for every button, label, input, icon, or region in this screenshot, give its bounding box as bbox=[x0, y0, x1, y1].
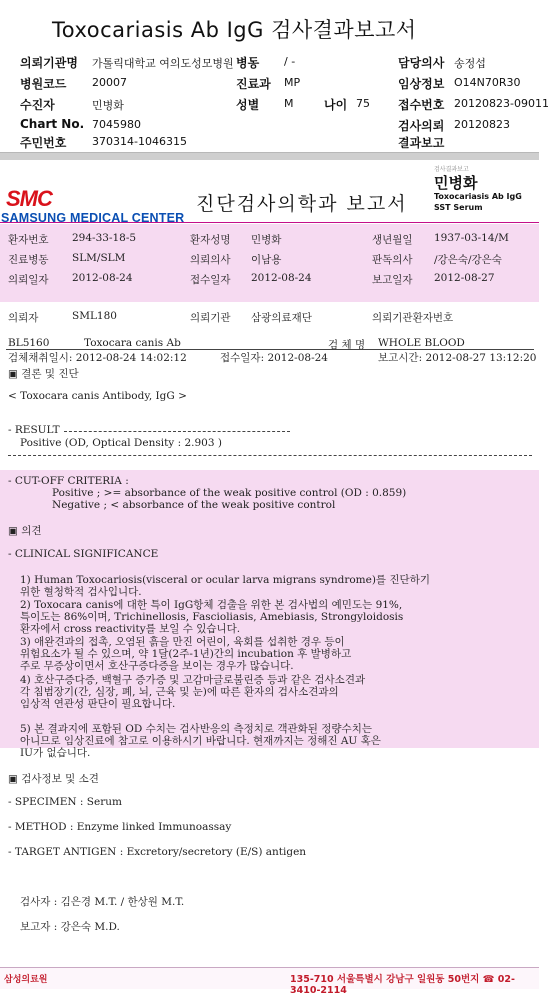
label-clinical-info: 임상정보 bbox=[398, 77, 445, 91]
value-receipt-no: 20120823-09011 bbox=[454, 97, 549, 110]
org-label: 의뢰기관 bbox=[190, 312, 231, 324]
section-opinion: ▣ 의견 bbox=[8, 525, 42, 537]
section-result: ▣ 결론 및 진단 bbox=[8, 368, 79, 380]
smc-logo bbox=[6, 186, 52, 212]
footer-address: 135-710 서울특별시 강남구 일원동 50번지 ☎ 02-3410-2114 bbox=[290, 974, 515, 996]
label-result-report: 결과보고 bbox=[398, 136, 445, 150]
result-dash-top bbox=[64, 431, 290, 432]
dob: 1937-03-14/M bbox=[434, 232, 509, 244]
patient-name-label: 환자성명 bbox=[190, 234, 231, 246]
sticker-top: 검사결과보고 bbox=[434, 166, 469, 173]
result-dash-bottom bbox=[8, 455, 532, 456]
cutoff-title: - CUT-OFF CRITERIA : bbox=[8, 475, 129, 487]
label-hospital-code: 병원코드 bbox=[20, 77, 67, 91]
magenta-rule bbox=[0, 222, 539, 223]
report-date-label: 보고일자 bbox=[372, 274, 413, 286]
ward-label: 진료병동 bbox=[8, 254, 49, 266]
method-line: - METHOD : Enzyme linked Immunoassay bbox=[8, 821, 232, 833]
value-age: 75 bbox=[356, 97, 370, 110]
value-patient: 민병화 bbox=[92, 99, 124, 112]
note-5-line-3: IU가 없습니다. bbox=[20, 747, 91, 759]
label-org: 의뢰기관명 bbox=[20, 56, 78, 70]
req-date-label: 의뢰일자 bbox=[8, 274, 49, 286]
value-org: 가톨릭대학교 여의도성모병원 bbox=[92, 57, 234, 70]
label-age: 나이 bbox=[324, 98, 348, 112]
doctor: 이남용 bbox=[251, 254, 282, 266]
logo-mark: SMC bbox=[6, 186, 52, 211]
recv-date-label: 접수일자 bbox=[190, 274, 231, 286]
section-info: ▣ 검사정보 및 소견 bbox=[8, 773, 99, 785]
sticker-sample: SST Serum bbox=[434, 203, 483, 212]
requester-label: 의뢰자 bbox=[8, 312, 39, 324]
specimen-line: - SPECIMEN : Serum bbox=[8, 796, 122, 808]
note-3-line-2: 위험요소가 될 수 있으며, 약 1달(2주-1년)간의 incubation 후 발병하고 bbox=[20, 648, 352, 660]
value-doctor: 송정섭 bbox=[454, 57, 486, 70]
reporter-line: 보고자 : 강은숙 M.D. bbox=[20, 921, 120, 933]
req-date: 2012-08-24 bbox=[72, 272, 133, 284]
note-4-line-1: 4) 호산구증다증, 백혈구 증가증 및 고감마글로불린증 등과 같은 검사소견과 bbox=[20, 674, 366, 686]
note-4-line-3: 임상적 연관성 판단이 필요합니다. bbox=[20, 698, 176, 710]
label-request-date: 검사의뢰 bbox=[398, 119, 445, 133]
note-4-line-2: 각 침범장기(간, 심장, 폐, 뇌, 근육 및 눈)에 따른 환자의 검사소견과의 bbox=[20, 686, 339, 698]
tester-line: 검사자 : 김은경 M.T. / 한상원 M.T. bbox=[20, 896, 185, 908]
dob-label: 생년월일 bbox=[372, 234, 413, 246]
value-hospital-code: 20007 bbox=[92, 76, 127, 89]
cutoff-negative: Negative ; < absorbance of the weak positive control bbox=[52, 499, 336, 511]
receive-date: 접수일자: 2012-08-24 bbox=[220, 352, 328, 364]
doctor-label: 의뢰의사 bbox=[190, 254, 231, 266]
value-ward: / - bbox=[284, 55, 296, 68]
value-request-date: 20120823 bbox=[454, 118, 510, 131]
note-2-line-3: 환자에서 cross reactivity를 보일 수 있습니다. bbox=[20, 623, 241, 635]
note-2-line-2: 특이도는 86%이며, Trichinellosis, Fascioliasis, Amebiasis, Strongyloidosis bbox=[20, 611, 404, 623]
report-date: 2012-08-27 bbox=[434, 272, 495, 284]
sticker-test: Toxocariasis Ab IgG bbox=[434, 192, 522, 201]
scanned-report bbox=[0, 160, 539, 996]
report-title: 진단검사의학과 보고서 bbox=[196, 193, 408, 215]
label-patient: 수진자 bbox=[20, 98, 55, 112]
label-doctor: 담당의사 bbox=[398, 56, 445, 70]
label-sex: 성별 bbox=[236, 98, 260, 112]
note-5-line-1: 5) 본 결과지에 포함된 OD 수치는 검사반응의 측정치로 객관화된 정량수치는 bbox=[20, 723, 372, 735]
page-title: Toxocariasis Ab IgG 검사결과보고서 bbox=[52, 18, 417, 42]
requester: SML180 bbox=[72, 310, 117, 322]
label-dept: 진료과 bbox=[236, 77, 271, 91]
label-ward: 병동 bbox=[236, 56, 260, 70]
note-3-line-1: 3) 애완견과의 접촉, 오염된 흙을 만진 어린이, 육회를 섭취한 경우 등이 bbox=[20, 636, 345, 648]
sticker-patient: 민병화 bbox=[434, 174, 478, 192]
specimen-value: WHOLE BLOOD bbox=[378, 337, 465, 349]
test-name: Toxocara canis Ab bbox=[84, 337, 181, 349]
label-chart-no: Chart No. bbox=[20, 117, 85, 131]
value-sex: M bbox=[284, 97, 294, 110]
patient-name: 민병화 bbox=[251, 234, 282, 246]
test-code: BL5160 bbox=[8, 337, 50, 349]
patient-no-label: 환자번호 bbox=[8, 234, 49, 246]
value-clinical-info: O14N70R30 bbox=[454, 76, 521, 89]
note-5-line-2: 아니므로 임상진료에 참고로 이용하시기 바랍니다. 현재까지는 정해진 AU 혹은 bbox=[20, 735, 381, 747]
org-patient-no-label: 의뢰기관환자번호 bbox=[372, 312, 454, 324]
clinical-title: - CLINICAL SIGNIFICANCE bbox=[8, 548, 159, 560]
report-time: 보고시간: 2012-08-27 13:12:20 bbox=[378, 352, 537, 364]
lab-header bbox=[0, 0, 549, 152]
patient-no: 294-33-18-5 bbox=[72, 232, 137, 244]
result-title: < Toxocara canis Antibody, IgG > bbox=[8, 390, 187, 402]
value-resident-no: 370314-1046315 bbox=[92, 135, 187, 148]
antigen-line: - TARGET ANTIGEN : Excretory/secretory (E/S) antigen bbox=[8, 846, 307, 858]
cutoff-positive: Positive ; >= absorbance of the weak positive control (OD : 0.859) bbox=[52, 487, 407, 499]
logo-name: SAMSUNG MEDICAL CENTER bbox=[1, 211, 185, 225]
value-dept: MP bbox=[284, 76, 301, 89]
note-1-line-1: 1) Human Toxocariosis(visceral or ocular larva migrans syndrome)를 진단하기 bbox=[20, 574, 430, 586]
reader-label: 판독의사 bbox=[372, 254, 413, 266]
org: 삼광의료재단 bbox=[251, 312, 312, 324]
reader: /강은숙/강은숙 bbox=[434, 254, 502, 266]
label-resident-no: 주민번호 bbox=[20, 136, 67, 150]
collect-time: 검체채취일시: 2012-08-24 14:02:12 bbox=[8, 352, 187, 364]
note-1-line-2: 위한 혈청학적 검사입니다. bbox=[20, 586, 142, 598]
result-label: - RESULT bbox=[8, 424, 60, 436]
note-3-line-3: 주로 무증상이면서 호산구증다증을 보이는 경우가 많습니다. bbox=[20, 660, 294, 672]
label-receipt-no: 접수번호 bbox=[398, 98, 445, 112]
specimen-label: 검 체 명 bbox=[328, 339, 366, 351]
footer-hospital: 삼성의료원 bbox=[4, 975, 48, 985]
result-value: Positive (OD, Optical Density : 2.903 ) bbox=[20, 437, 222, 449]
note-2-line-1: 2) Toxocara canis에 대한 특이 IgG항체 검출을 위한 본 검사법의 예민도는 91%, bbox=[20, 599, 403, 611]
recv-date: 2012-08-24 bbox=[251, 272, 312, 284]
value-chart-no: 7045980 bbox=[92, 118, 141, 131]
ward: SLM/SLM bbox=[72, 252, 126, 264]
